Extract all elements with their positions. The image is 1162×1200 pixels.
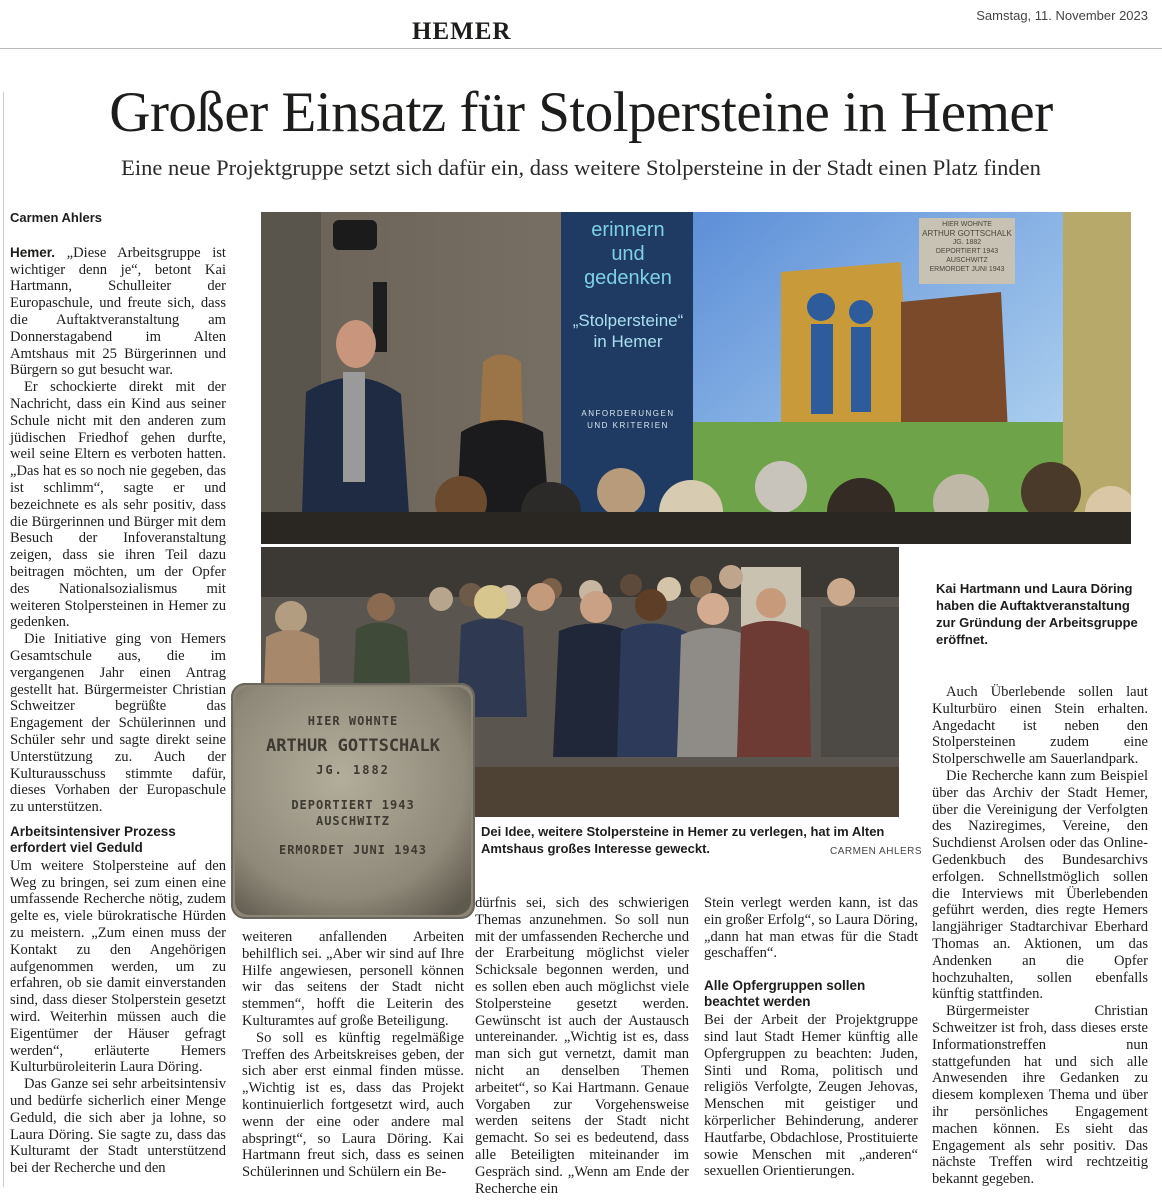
- paragraph: Stein verlegt werden kann, ist das ein großer Erfolg“, so Laura Döring, „dann hat man etwas für die Stadt geschaffen“.: [704, 895, 918, 962]
- paragraph: weiteren anfallenden Arbeiten behilflich sei. „Aber wir sind auf Ihre Hilfe angewiesen, personell können wir das seitens der Stadt nicht stemmen“, hofft die Leiterin des Kulturamtes auf große Beteiligung.: [242, 929, 464, 1029]
- slide-line: erinnern: [591, 219, 665, 241]
- paragraph: Er schockierte direkt mit der Nachricht, dass ein Kind aus seiner Schule nicht mit den anderen zum jüdischen Friedhof gehen durfte, weil seine Eltern es verboten hatten. „Das hat es so noch nie gegeben, das ist schlimm“, sagte er und bezeichnete es als sehr positiv, dass die Bürgerinnen und Bürger mit dem Besuch der Infoveranstaltung zeigen, dass sie ihren Teil dazu beitragen möchten, um der Opfer des Nationalsozialismus mit weiteren Stolpersteinen in Hemer zu gedenken.: [10, 379, 226, 631]
- slide-text: [563, 218, 693, 432]
- issue-date: Samstag, 11. November 2023: [976, 8, 1148, 23]
- stone-line: JG. 1882: [316, 763, 390, 777]
- paragraph: Bei der Arbeit der Projektgruppe sind laut Stadt Hemer künftig alle Opfergruppen zu beachten: Juden, Sinti und Roma, politisch und religiös Verfolgte, Zeugen Jehovas, Menschen mit geistiger und körperlicher Behinderung, anderer Hautfarbe, Obdachlose, Prostituierte sowie Menschen mit „anderen“ sexuellen Orientierungen.: [704, 1012, 918, 1180]
- article-headline: Großer Einsatz für Stolpersteine in Hemer: [109, 81, 1053, 144]
- paragraph: Hemer. „Diese Arbeitsgruppe ist wichtiger denn je“, betont Kai Hartmann, Schulleiter der Europaschule, und freute sich, dass die Auftaktveranstaltung am Donnerstagabend im Alten Amtshaus mit 25 Bürgerinnen und Bürgern so gut besucht war.: [10, 244, 226, 379]
- subheading: Arbeitsintensiver Prozess erfordert viel Geduld: [10, 823, 176, 855]
- paragraph: Das Ganze sei sehr arbeitsintensiv und bedürfe sicherlich einer Menge Geduld, die sich aber ja lohne, so Laura Döring. Sie sagte zu, dass das Kulturamt der Stadt unterstützend bei der Recherche und den: [10, 1076, 226, 1177]
- slide-line: in Hemer: [593, 332, 663, 351]
- stone-line: ERMORDET JUNI 1943: [278, 843, 428, 857]
- slide-line: und: [611, 243, 645, 265]
- header-rule: [0, 48, 1162, 49]
- paragraph: Die Initiative ging von Hemers Gesamtschule aus, die im vergangenen Jahr einen Antrag gestellt hat. Bürgermeister Christian Schweitzer begrüßte das Engagement der Schülerinnen und Schüler sehr und sagte direkt seine Unterstützung zu. Auch der Kulturausschuss stimmte dafür, dieses Vorhaben der Europaschule zu unterstützen.: [10, 631, 226, 816]
- slide-line: ANFORDERUNGEN: [581, 409, 675, 418]
- paragraph: So soll es künftig regelmäßige Treffen des Arbeitskreises geben, der sich aber erst einmal finden müsse. „Wichtig ist es, dass das Projekt kontinuierlich fortgesetzt wird, auch wenn der eine oder andere mal abspringt“, so Laura Döring. Kai Hartmann freut sich, dass es seinen Schülerinnen und Schülern ein Be-: [242, 1029, 464, 1181]
- dateline: Hemer.: [10, 244, 56, 260]
- slide-plaque-text: HIER WOHNTE ARTHUR GOTTSCHALK JG. 1882 DEPORTIERT 1943 AUSCHWITZ ERMORDET JUNI 1943: [922, 221, 1012, 273]
- author-byline: Carmen Ahlers: [10, 210, 102, 225]
- stone-line: ARTHUR GOTTSCHALK: [266, 736, 440, 756]
- stone-line: HIER WOHNTE: [307, 714, 399, 728]
- main-photo-caption: Kai Hartmann und Laura Döring haben die Auftaktveranstaltung zur Gründung der Arbeitsgruppe eröffnet.: [936, 581, 1138, 647]
- article-column-4: [704, 895, 918, 1180]
- article-column-2: [242, 929, 464, 1181]
- slide-line: gedenken: [584, 267, 672, 289]
- article-column-1: [10, 210, 226, 1177]
- audience-photo-caption: Dei Idee, weitere Stolpersteine in Hemer zu verlegen, hat im Alten Amtshaus großes Interesse geweckt.: [481, 824, 885, 856]
- slide-line: „Stolpersteine“: [572, 311, 684, 330]
- stolperstein-photo: [231, 683, 475, 919]
- paragraph: dürfnis sei, sich des schwierigen Themas anzunehmen. So soll nun mit der umfassenden Recherche und der Erarbeitung möglichst vieler Schicksale begonnen werden, und es sollen eben auch möglichst viele Stolpersteine gesetzt werden. Gewünscht ist auch der Austausch untereinander. „Wichtig ist es, dass man sich gut vernetzt, damit man nicht an denselben Themen arbeitet“, so Kai Hartmann. Genaue Vorgaben zur Vorgehensweise werden seitens der Stadt nicht gemacht. So sei es bedeutend, dass alle Beteiligten miteinander im Gespräch sind. „Wenn am Ende der Recherche ein: [475, 895, 689, 1197]
- paragraph: Auch Überlebende sollen laut Kulturbüro einen Stein erhalten. Angedacht ist neben den Stolpersteinen zudem eine Stolperschwelle am Sauerlandpark.: [932, 684, 1148, 768]
- stone-line: AUSCHWITZ: [315, 814, 391, 828]
- article-subheadline: Eine neue Projektgruppe setzt sich dafür ein, dass weitere Stolpersteine in der Stadt einen Platz finden: [121, 155, 1041, 180]
- stolperstein-inscription: [235, 713, 471, 859]
- photo-credit: CARMEN AHLERS: [830, 846, 923, 857]
- paragraph: Um weitere Stolpersteine auf den Weg zu bringen, sei zum einen eine umfassende Recherche nötig, zudem gelte es, viele bürokratische Hürden zu meistern. „Zum einen muss der Kontakt zu den Angehörigen aufgenommen werden, um zu erfahren, ob sie damit einverstanden sind, dass dieser Stolperstein gesetzt wird. Weiterhin müssen auch die Eigentümer der Häuser gefragt werden“, erläuterte Hemers Kulturbüroleiterin Laura Döring.: [10, 857, 226, 1076]
- subheading: Alle Opfergruppen sollen beachtet werden: [704, 978, 866, 1010]
- left-margin-rule: [3, 92, 4, 1187]
- article-column-3: [475, 895, 689, 1197]
- slide-line: UND KRITERIEN: [587, 421, 669, 430]
- main-photo: [261, 212, 1131, 544]
- paragraph: Bürgermeister Christian Schweitzer ist froh, dass dieses erste Informationstreffen nun stattgefunden hat und sich alle Anwesenden ihre Gedanken zu diesem komplexen Thema und über ihr persönliches Engagement machen können. Es sieht das Engagement als sehr positiv. Das nächste Treffen wird rechtzeitig bekannt gegeben.: [932, 1003, 1148, 1188]
- section-title: HEMER: [412, 18, 512, 45]
- article-column-5: [932, 684, 1148, 1188]
- paragraph: Die Recherche kann zum Beispiel über das Archiv der Stadt Hemer, über die Vereinigung der Verfolgten des Naziregimes, Vereine, den Suchdienst Arolsen oder das Online-Gedenkbuch des Bundesarchivs erfolgen. Schnellstmöglich sollen die Interviews mit Überlebenden geführt werden, dies regte Hemers langjähriger Stadtarchivar Eberhard Thomas an. Aktionen, um das Andenken an die Opfer hochzuhalten, sollen ebenfalls künftig stattfinden.: [932, 767, 1148, 1003]
- stone-line: DEPORTIERT 1943: [291, 798, 415, 812]
